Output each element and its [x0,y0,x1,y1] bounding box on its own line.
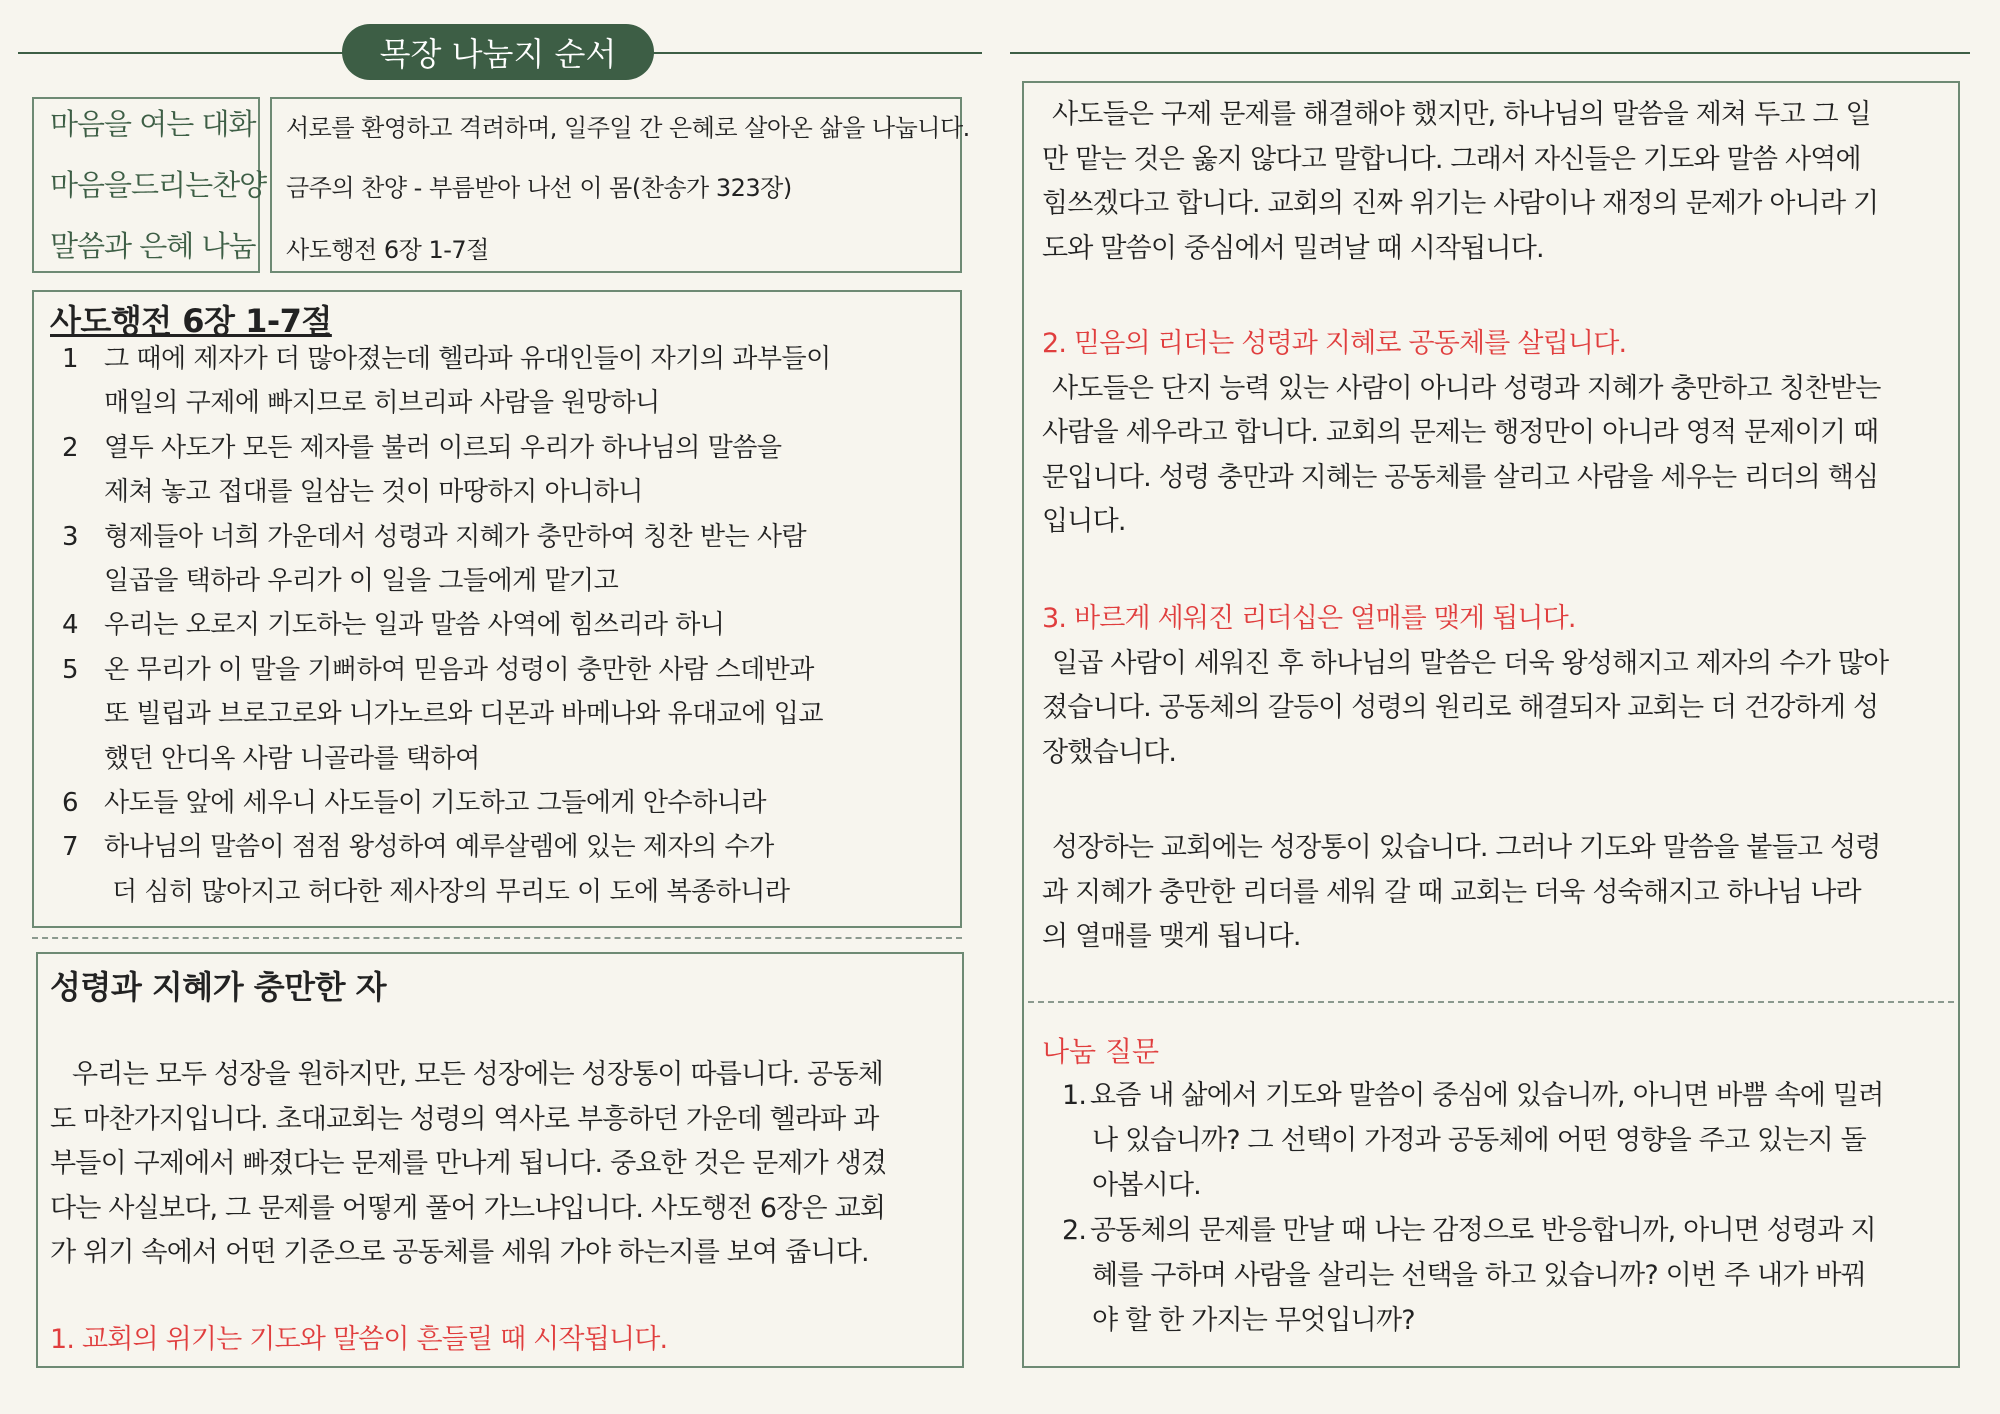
verse-6-line-1: 6 사도들 앞에 세우니 사도들이 기도하고 그들에게 안수하니라 [62,787,766,818]
question-2-line-2: 혜를 구하며 사람을 살리는 선택을 하고 있습니까? 이번 주 내가 바꿔 [1092,1260,1866,1291]
order-value-word: 사도행전 6장 1-7절 [286,236,489,264]
order-label-praise: 마음을드리는찬양 [50,168,267,202]
verse-4-line-1: 4 우리는 오로지 기도하는 일과 말씀 사역에 힘쓰리라 하니 [62,610,725,641]
verse-7-line-2: 더 심히 많아지고 허다한 제사장의 무리도 이 도에 복종하니라 [112,876,790,907]
verse-5-line-2: 또 빌립과 브로고로와 니가노르와 디몬과 바메나와 유대교에 입교 [104,699,823,730]
page-title: 목장 나눔지 순서 [342,24,654,80]
header-rule-right [1010,52,1970,54]
sermon-point-2: 2. 믿음의 리더는 성령과 지혜로 공동체를 살립니다. 사도들은 단지 능력 있는 사람이 아니라 성령과 지혜가 충만하고 칭찬받는 사람을 세우라고 합니다. 교회의 문제는 행정만이 아니라 영적 문제이기 때 문입니다. 성령 충만과 지혜는 공동체를 살리고 사람을 세우는 리더의 핵심 입니다. [1042,322,1952,545]
verse-3-line-1: 3 형제들아 너희 가운데서 성령과 지혜가 충만하여 칭찬 받는 사람 [62,521,807,552]
left-dashed-divider [32,937,962,939]
sermon-point-3-heading: 3. 바르게 세워진 리더십은 열매를 맺게 됩니다. [1042,603,1576,634]
question-2-line-3: 야 할 한 가지는 무엇입니까? [1092,1305,1415,1336]
header-rule-middle [648,52,982,54]
sermon-conclusion: 성장하는 교회에는 성장통이 있습니다. 그러나 기도와 말씀을 붙들고 성령 과 지혜가 충만한 리더를 세워 갈 때 교회는 더욱 성숙해지고 하나님 나라 의 열매를 맺게 됩니다. [1042,832,1881,952]
scripture-title: 사도행전 6장 1-7절 [50,302,332,340]
sermon-intro: 우리는 모두 성장을 원하지만, 모든 성장에는 성장통이 따릅니다. 공동체 도 마찬가지입니다. 초대교회는 성령의 역사로 부흥하던 가운데 헬라파 과 부들이 구제에서 빠졌다는 문제를 만나게 됩니다. 중요한 것은 문제가 생겼 다는 사실보다, 그 문제를 어떻게 풀어 가느냐입니다. 사도행전 6장은 교회 가 위기 속에서 어떤 기준으로 공동체를 세워 가야 하는지를 보여 줍니다. [50,1059,887,1268]
verse-1-line-1: 1 그 때에 제자가 더 많아졌는데 헬라파 유대인들이 자기의 과부들이 [62,344,831,374]
sermon-point-2-heading: 2. 믿음의 리더는 성령과 지혜로 공동체를 살립니다. [1042,328,1627,359]
verse-7-line-1: 7 하나님의 말씀이 점점 왕성하여 예루살렘에 있는 제자의 수가 [62,832,774,863]
sermon-title: 성령과 지혜가 충만한 자 [50,968,387,1006]
order-value-conversation: 서로를 환영하고 격려하며, 일주일 간 은혜로 살아온 삶을 나눕니다. [286,114,970,142]
scripture-verses [62,337,962,914]
order-label-conversation: 마음을 여는 대화 [50,107,256,141]
verse-2-line-1: 2 열두 사도가 모든 제자를 불러 이르되 우리가 하나님의 말씀을 [62,432,782,463]
question-1-line-3: 아봅시다. [1092,1170,1201,1201]
sermon-point-1-body: 사도들은 구제 문제를 해결해야 했지만, 하나님의 말씀을 제쳐 두고 그 일 만 맡는 것은 옳지 않다고 말합니다. 그래서 자신들은 기도와 말씀 사역에 힘쓰겠다고 합니다. 교회의 진짜 위기는 사람이나 재정의 문제가 아니라 기 도와 말씀이 중심에서 밀려날 때 시작됩니다. [1042,99,1879,264]
sermon-point-3: 3. 바르게 세워진 리더십은 열매를 맺게 됩니다. 일곱 사람이 세워진 후 하나님의 말씀은 더욱 왕성해지고 제자의 수가 많아 졌습니다. 공동체의 갈등이 성령의 원리로 해결되자 교회는 더 건강하게 성 장했습니다. [1042,597,1952,775]
questions-list [1062,1073,1962,1343]
question-1-line-2: 나 있습니까? 그 선택이 가정과 공동체에 어떤 영향을 주고 있는지 돌 [1092,1125,1866,1156]
questions-title: 나눔 질문 [1042,1035,1160,1068]
order-label-word: 말씀과 은혜 나눔 [50,229,256,263]
order-value-praise: 금주의 찬양 - 부름받아 나선 이 몸(찬송가 323장) [286,174,792,202]
verse-5-line-1: 5 온 무리가 이 말을 기뻐하여 믿음과 성령이 충만한 사람 스데반과 [62,654,814,685]
sermon-point-1-heading: 1. 교회의 위기는 기도와 말씀이 흔들릴 때 시작됩니다. [50,1324,668,1355]
verse-2-line-2: 제쳐 놓고 접대를 일삼는 것이 마땅하지 아니하니 [104,477,643,508]
question-1-line-1: 1. 요즘 내 삶에서 기도와 말씀이 중심에 있습니까, 아니면 바쁨 속에 밀려 [1062,1080,1884,1111]
verse-5-line-3: 했던 안디옥 사람 니골라를 택하여 [104,743,480,774]
verse-3-line-2: 일곱을 택하라 우리가 이 일을 그들에게 맡기고 [104,565,619,596]
verse-1-line-2: 매일의 구제에 빠지므로 히브리파 사람을 원망하니 [104,388,660,419]
question-2-line-1: 2. 공동체의 문제를 만날 때 나는 감정으로 반응합니까, 아니면 성령과 지 [1062,1215,1876,1246]
right-dashed-divider [1028,1001,1954,1003]
header-rule-left [18,52,348,54]
